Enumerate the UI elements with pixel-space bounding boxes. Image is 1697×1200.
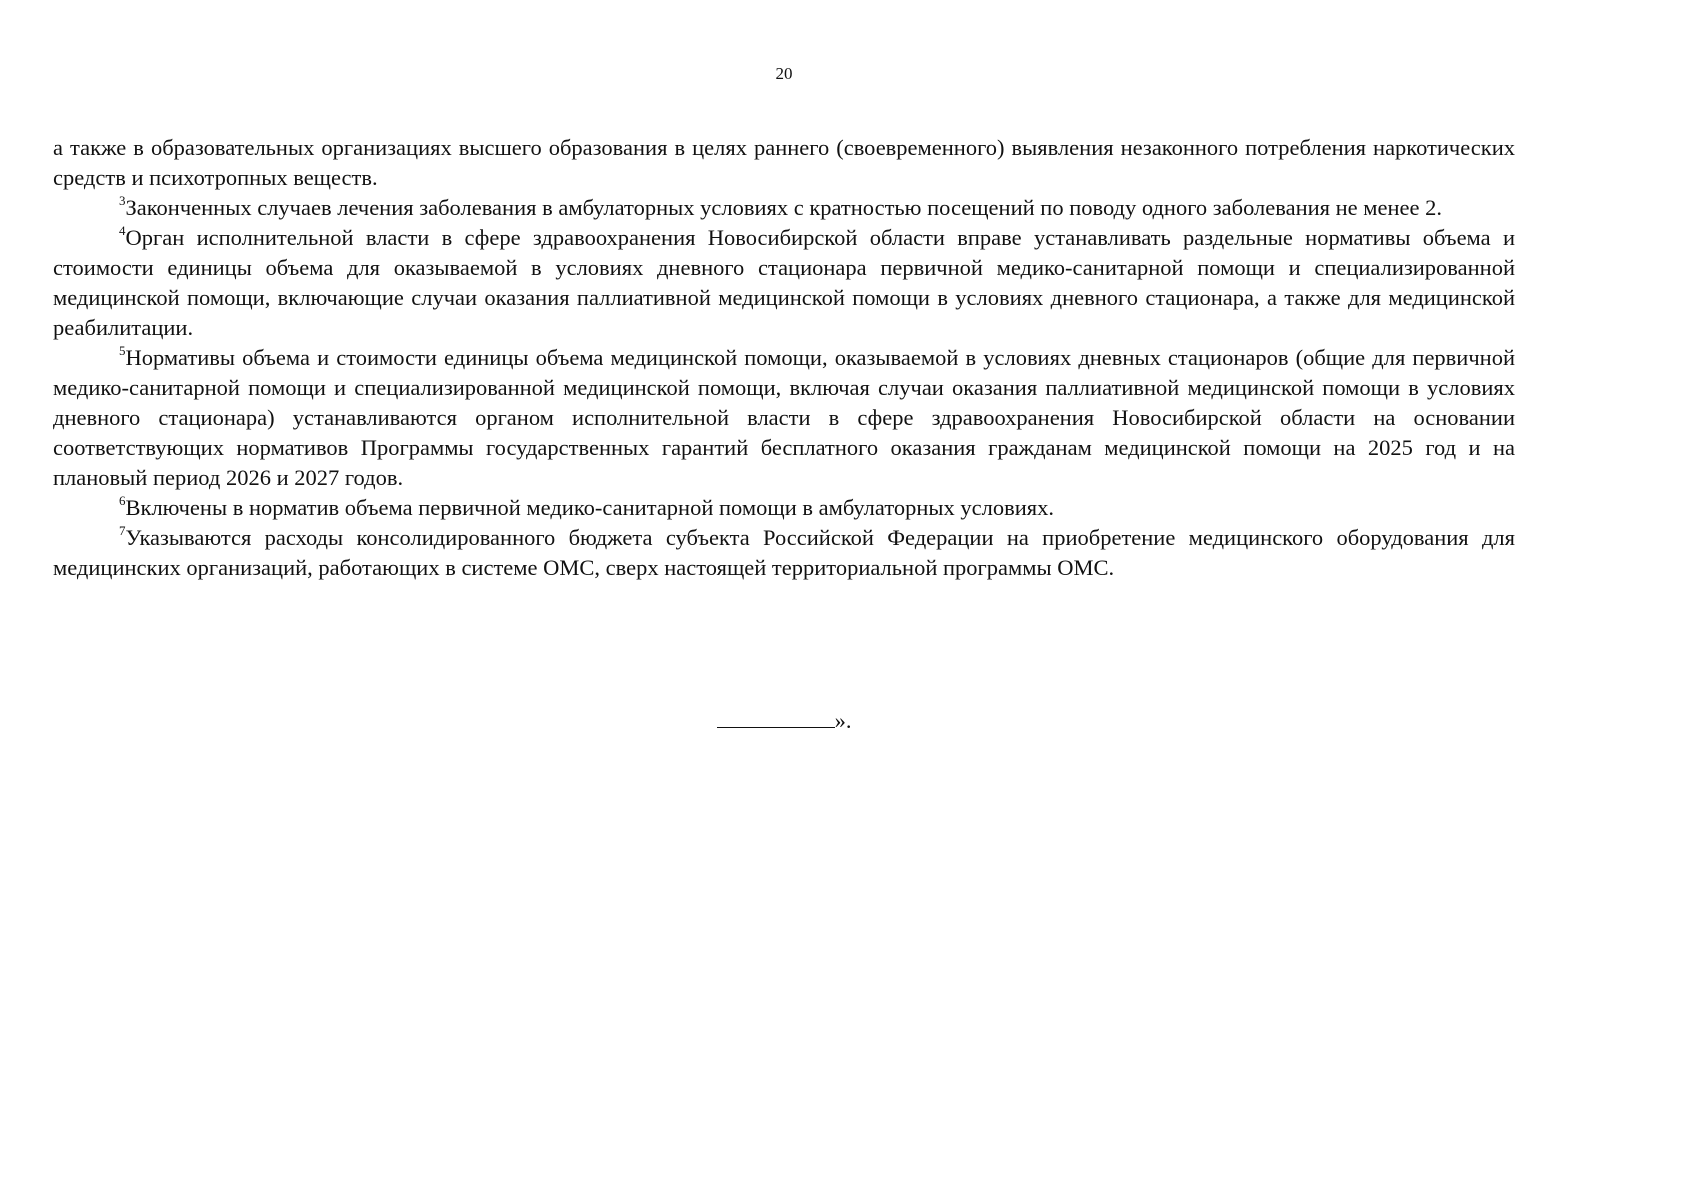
closing-line: [0, 703, 1568, 736]
page-number: 20: [775, 64, 793, 83]
footnote-text: Нормативы объема и стоимости единицы объема медицинской помощи, оказываемой в условиях дневных стационаров (общие для первичной медико-санитарной помощи и специализированной медицинской помощи, включая случаи оказания паллиативной медицинской помощи в условиях дневного стационара) устанавливаются органом исполнительной власти в сфере здравоохранения Новосибирской области на основании соответствующих нормативов Программы государственных гарантий бесплатного оказания гражданам медицинской помощи на 2025 год и на плановый период 2026 и 2027 годов.: [53, 345, 1515, 490]
document-body: [53, 133, 1515, 583]
footnote-text: Законченных случаев лечения заболевания в амбулаторных условиях с кратностью посещений по поводу одного заболевания не менее 2.: [125, 195, 1443, 220]
footnote-5: [53, 343, 1515, 493]
closing-quote: ».: [834, 708, 852, 733]
footnote-text: Указываются расходы консолидированного бюджета субъекта Российской Федерации на приобретение медицинского оборудования для медицинских организаций, работающих в системе ОМС, сверх настоящей территориальной программы ОМС.: [53, 525, 1515, 580]
footnote-3: [53, 193, 1515, 223]
footnote-text: Орган исполнительной власти в сфере здравоохранения Новосибирской области вправе устанавливать раздельные нормативы объема и стоимости единицы объема для оказываемой в условиях дневного стационара первичной медико-санитарной помощи и специализированной медицинской помощи, включающие случаи оказания паллиативной медицинской помощи в условиях дневного стационара, а также для медицинской реабилитации.: [53, 225, 1515, 340]
paragraph-text: а также в образовательных организациях высшего образования в целях раннего (своевременного) выявления незаконного потребления наркотических средств и психотропных веществ.: [53, 135, 1515, 190]
footnote-7: [53, 523, 1515, 583]
footnote-mark: 5: [119, 342, 126, 358]
footnote-mark: 6: [119, 492, 126, 508]
footnote-4: [53, 223, 1515, 343]
footnote-mark: 4: [119, 222, 126, 238]
closing-rule: [717, 703, 835, 728]
paragraph-continuation: [53, 133, 1515, 193]
footnote-mark: 7: [119, 522, 126, 538]
footnote-mark: 3: [119, 192, 126, 208]
footnote-text: Включены в норматив объема первичной медико-санитарной помощи в амбулаторных условиях.: [125, 495, 1054, 520]
footnote-6: [53, 493, 1515, 523]
